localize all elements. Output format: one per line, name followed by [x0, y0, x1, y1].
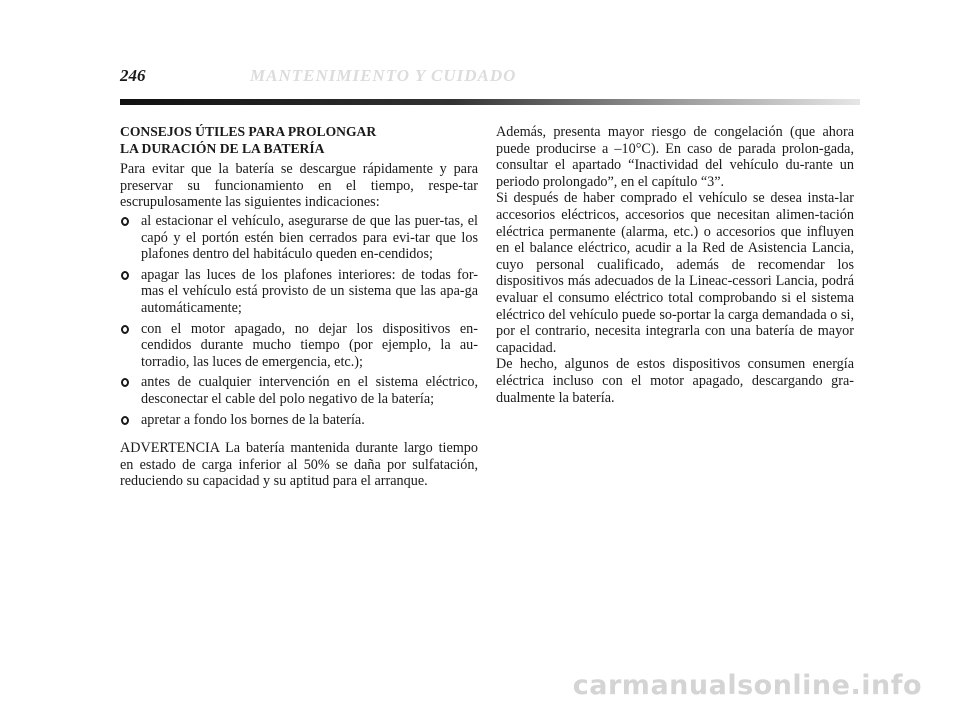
list-item-text: apagar las luces de los plafones interiores: de todas for-mas el vehículo está provisto de un sistema que las apa-ga automáticamente;: [141, 266, 478, 316]
page-number: 246: [120, 66, 146, 85]
list-item-text: apretar a fondo los bornes de la batería.: [141, 411, 365, 428]
heading-line-2: LA DURACIÓN DE LA BATERÍA: [120, 140, 325, 156]
paragraph-consumption: De hecho, algunos de estos dispositivos consumen energía eléctrica incluso con el motor apagado, descargando gra-dualmente la batería.: [496, 356, 854, 406]
section-title: MANTENIMIENTO Y CUIDADO: [250, 66, 517, 85]
header-rule: [120, 99, 860, 105]
list-item-text: antes de cualquier intervención en el sistema eléctrico, desconectar el cable del polo negativo de la batería;: [141, 374, 478, 407]
list-item: [120, 374, 478, 407]
intro-paragraph: Para evitar que la batería se descargue rápidamente y para preservar su funcionamiento en el tiempo, respe-tar escrupulosamente las siguientes indicaciones:: [120, 161, 478, 211]
section-heading: [120, 124, 478, 157]
list-item: [120, 412, 478, 429]
right-column: [496, 124, 854, 406]
list-item: [120, 267, 478, 317]
page-header: [120, 66, 860, 96]
list-item: [120, 213, 478, 263]
paragraph-accessories: Si después de haber comprado el vehículo se desea insta-lar accesorios eléctricos, accesorios que necesitan alimen-tación eléctrica permanente (alarma, etc.) o accesorios que influyen en el balance eléctrico, acudir a la Red de Asistencia Lancia, cuyo personal cualificado, además de recomendar los dispositivos más adecuados de la Lineac-cessori Lancia, podrá evaluar el consumo eléctrico total comprobando si el sistema eléctrico del vehículo puede so-portar la carga demandada o si, por el contrario, necesita integrarla con una batería de mayor capacidad.: [496, 190, 854, 356]
bullet-circle-icon: [121, 416, 129, 425]
list-item: [120, 321, 478, 371]
watermark: carmanualsonline.info: [572, 670, 922, 701]
bullet-circle-icon: [121, 271, 129, 280]
left-column: [120, 124, 478, 490]
warning-paragraph: ADVERTENCIA La batería mantenida durante largo tiempo en estado de carga inferior al 50% se daña por sulfatación, reduciendo su capacidad y su aptitud para el arranque.: [120, 440, 478, 490]
paragraph-freezing-risk: Además, presenta mayor riesgo de congelación (que ahora puede producirse a –10°C). En caso de parada prolon-gada, consultar el apartado “Inactividad del vehículo du-rante un periodo prolongado”, en el capítulo “3”.: [496, 124, 854, 190]
list-item-text: al estacionar el vehículo, asegurarse de que las puer-tas, el capó y el portón estén bien cerrados para evi-tar que los plafones dentro del habitáculo queden en-cendidos;: [141, 212, 478, 263]
list-item-text: con el motor apagado, no dejar los dispositivos en-cendidos durante mucho tiempo (por ejemplo, la au-torradio, las luces de emergencia, etc.);: [141, 320, 478, 370]
bullet-list: [120, 213, 478, 428]
bullet-circle-icon: [121, 217, 129, 226]
heading-line-1: CONSEJOS ÚTILES PARA PROLONGAR: [120, 124, 377, 139]
bullet-circle-icon: [121, 325, 129, 334]
bullet-circle-icon: [121, 378, 129, 387]
